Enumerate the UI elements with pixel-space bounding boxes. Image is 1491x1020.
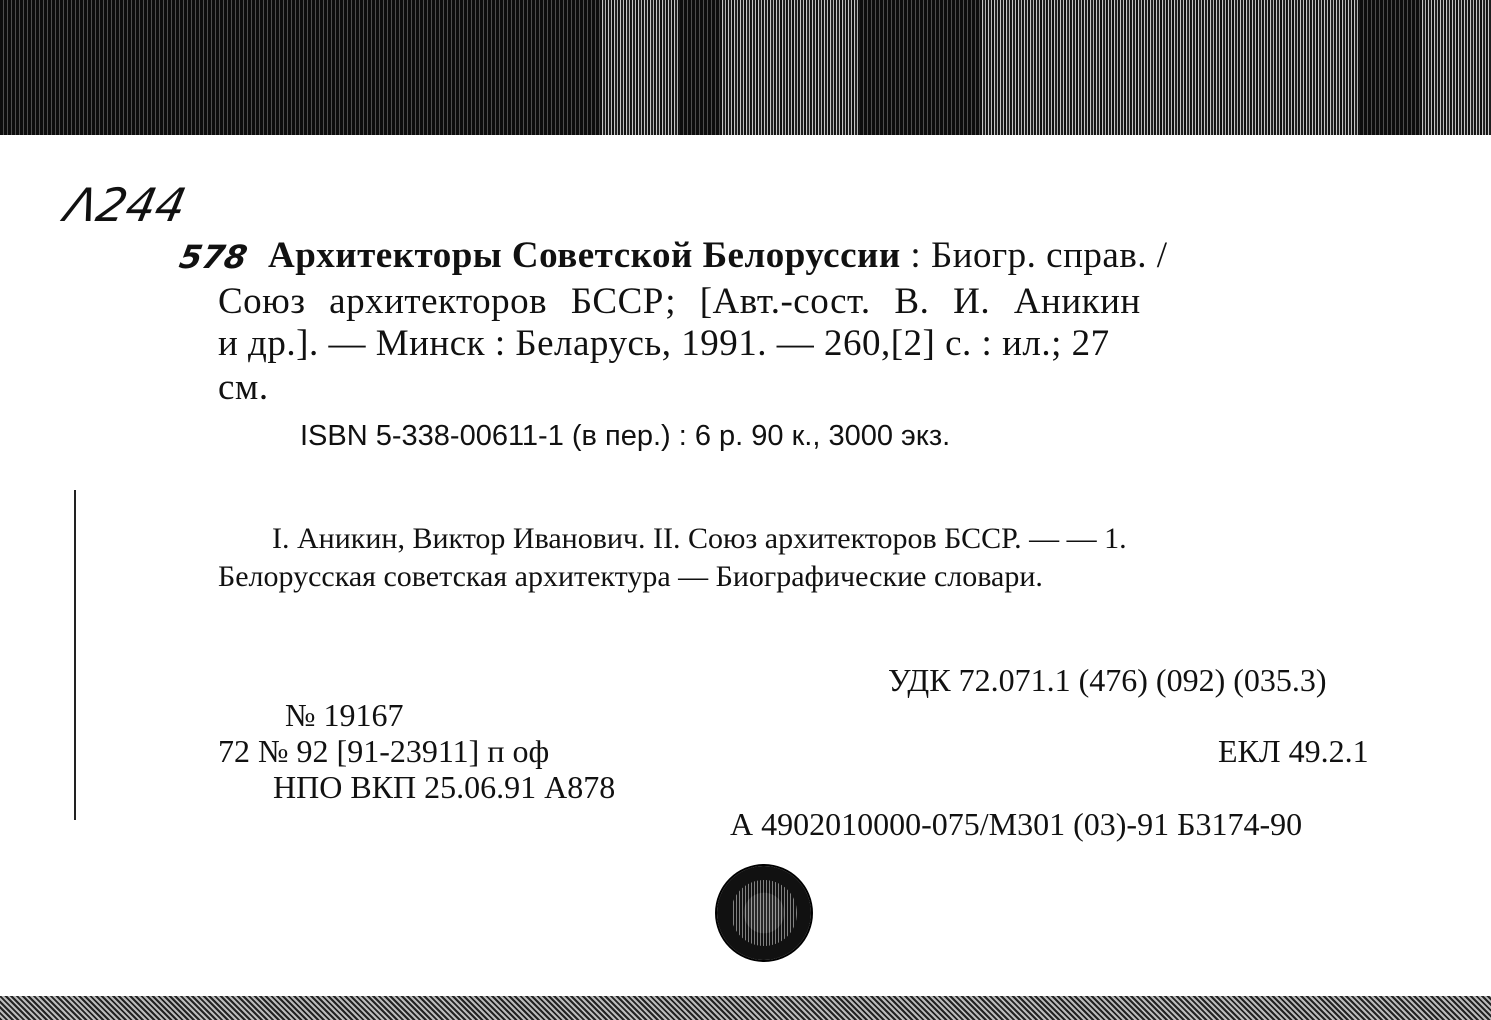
handwritten-index: 578 [176, 238, 251, 276]
ekl-code: ЕКЛ 49.2.1 [1218, 733, 1369, 769]
title-line [268, 234, 1168, 277]
handwritten-code: Λ244 [60, 178, 192, 232]
punch-hole [717, 866, 811, 960]
isbn-line: ISBN 5-338-00611-1 (в пер.) : 6 р. 90 к., 3000 экз. [300, 420, 951, 452]
classification-code: А 4902010000-075/М301 (03)-91 Б3174-90 [730, 806, 1303, 842]
card-number: № 19167 [285, 697, 404, 733]
udk-code: УДК 72.071.1 (476) (092) (035.3) [888, 662, 1327, 698]
margin-rule [74, 490, 76, 820]
order-number: 72 № 92 [91-23911] п оф [218, 733, 550, 769]
book-title: Архитекторы Советской Белоруссии [268, 235, 901, 276]
imprint-line: и др.]. — Минск : Беларусь, 1991. — 260,[2] с. : ил.; 27 [218, 323, 1110, 364]
subjects-line-1: I. Аникин, Виктор Иванович. II. Союз архитекторов БССР. — — 1. [272, 522, 1127, 555]
subjects-line-2: Белорусская советская архитектура — Биографические словари. [218, 560, 1043, 593]
npo-line: НПО ВКП 25.06.91 А878 [273, 769, 616, 805]
size-line: см. [218, 367, 269, 408]
bottom-scan-border [0, 996, 1491, 1020]
top-scan-border [0, 0, 1491, 135]
responsibility-line: Союз архитекторов БССР; [Авт.-сост. В. И. Аникин [218, 281, 1141, 322]
title-suffix: : Биогр. справ. / [910, 235, 1168, 276]
